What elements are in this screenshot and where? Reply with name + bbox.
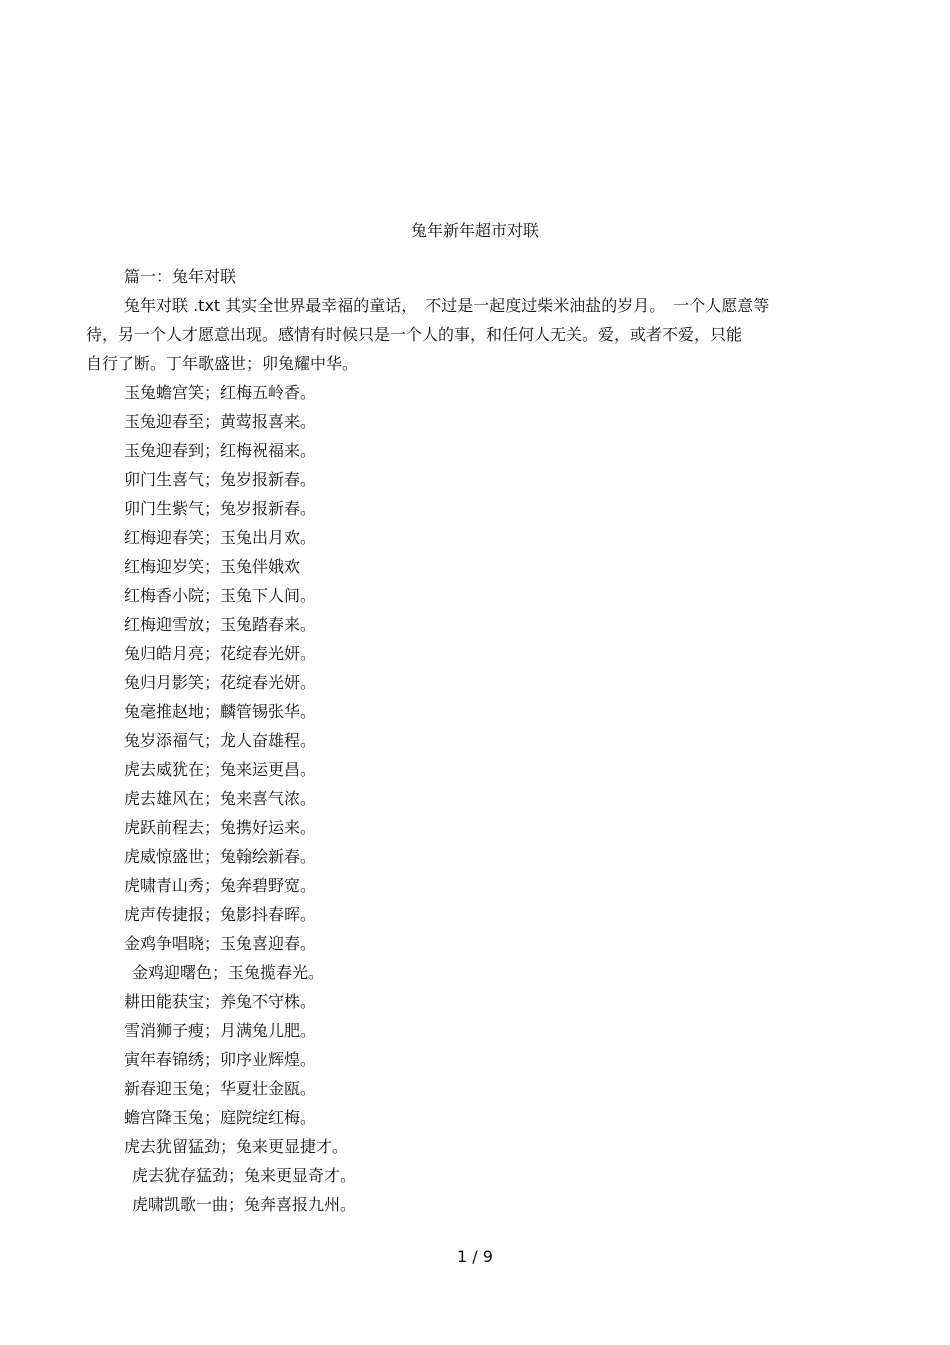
couplet-line: 寅年春锦绣；卯序业辉煌。 <box>124 1050 317 1069</box>
couplet-line: 金鸡争唱晓；玉兔喜迎春。 <box>124 934 317 953</box>
couplet-line: 兔归皓月亮；花绽春光妍。 <box>124 644 317 663</box>
couplet-line: 耕田能获宝；养兔不守株。 <box>124 992 317 1011</box>
couplet-line: 玉兔迎春至；黄莺报喜来。 <box>124 412 317 431</box>
couplet-line: 虎去雄风在；兔来喜气浓。 <box>124 789 317 808</box>
section-heading: 篇一：兔年对联 <box>124 267 237 286</box>
couplet-line: 蟾宫降玉兔；庭院绽红梅。 <box>124 1108 317 1127</box>
couplet-line: 虎威惊盛世；兔翰绘新春。 <box>124 847 317 866</box>
intro-paragraph-line-3: 自行了断。丁年歌盛世；卯兔耀中华。 <box>86 354 359 373</box>
couplet-line: 卯门生喜气；兔岁报新春。 <box>124 470 317 489</box>
couplet-line: 虎跃前程去；兔携好运来。 <box>124 818 317 837</box>
couplet-line: 新春迎玉兔；华夏壮金瓯。 <box>124 1079 317 1098</box>
couplet-line: 虎去犹留猛劲；兔来更显捷才。 <box>124 1137 349 1156</box>
couplet-line: 卯门生紫气；兔岁报新春。 <box>124 499 317 518</box>
couplet-line: 玉兔蟾宫笑；红梅五岭香。 <box>124 383 317 402</box>
couplet-line: 虎啸凯歌一曲；兔奔喜报九州。 <box>132 1195 357 1214</box>
couplet-line: 虎去犹存猛劲；兔来更显奇才。 <box>132 1166 357 1185</box>
intro-paragraph-line-2: 待，另一个人才愿意出现。感情有时候只是一个人的事，和任何人无关。爱，或者不爱，只能 <box>86 325 743 344</box>
document-body <box>86 262 876 1219</box>
couplet-line: 红梅迎春笑；玉兔出月欢。 <box>124 528 317 547</box>
couplet-line: 金鸡迎曙色；玉兔揽春光。 <box>132 963 325 982</box>
intro-paragraph-line-1: 兔年对联 .txt 其实全世界最幸福的童话， 不过是一起度过柴米油盐的岁月。 一个人愿意等 <box>124 296 770 315</box>
couplet-line: 虎声传捷报；兔影抖春晖。 <box>124 905 317 924</box>
couplet-line: 兔毫推赵地；麟管锡张华。 <box>124 702 317 721</box>
couplet-line: 兔归月影笑；花绽春光妍。 <box>124 673 317 692</box>
couplet-line: 红梅迎岁笑；玉兔伴娥欢 <box>124 557 301 576</box>
couplet-line: 玉兔迎春到；红梅祝福来。 <box>124 441 317 460</box>
document-title: 兔年新年超市对联 <box>410 221 539 240</box>
couplet-line: 虎啸青山秀；兔奔碧野宽。 <box>124 876 317 895</box>
couplet-line: 红梅迎雪放；玉兔踏春来。 <box>124 615 317 634</box>
couplet-line: 雪消狮子瘦；月满兔儿肥。 <box>124 1021 317 1040</box>
couplet-line: 红梅香小院；玉兔下人间。 <box>124 586 317 605</box>
page-number: 1 / 9 <box>457 1247 493 1266</box>
couplet-line: 虎去威犹在；兔来运更昌。 <box>124 760 317 779</box>
couplet-line: 兔岁添福气；龙人奋雄程。 <box>124 731 317 750</box>
